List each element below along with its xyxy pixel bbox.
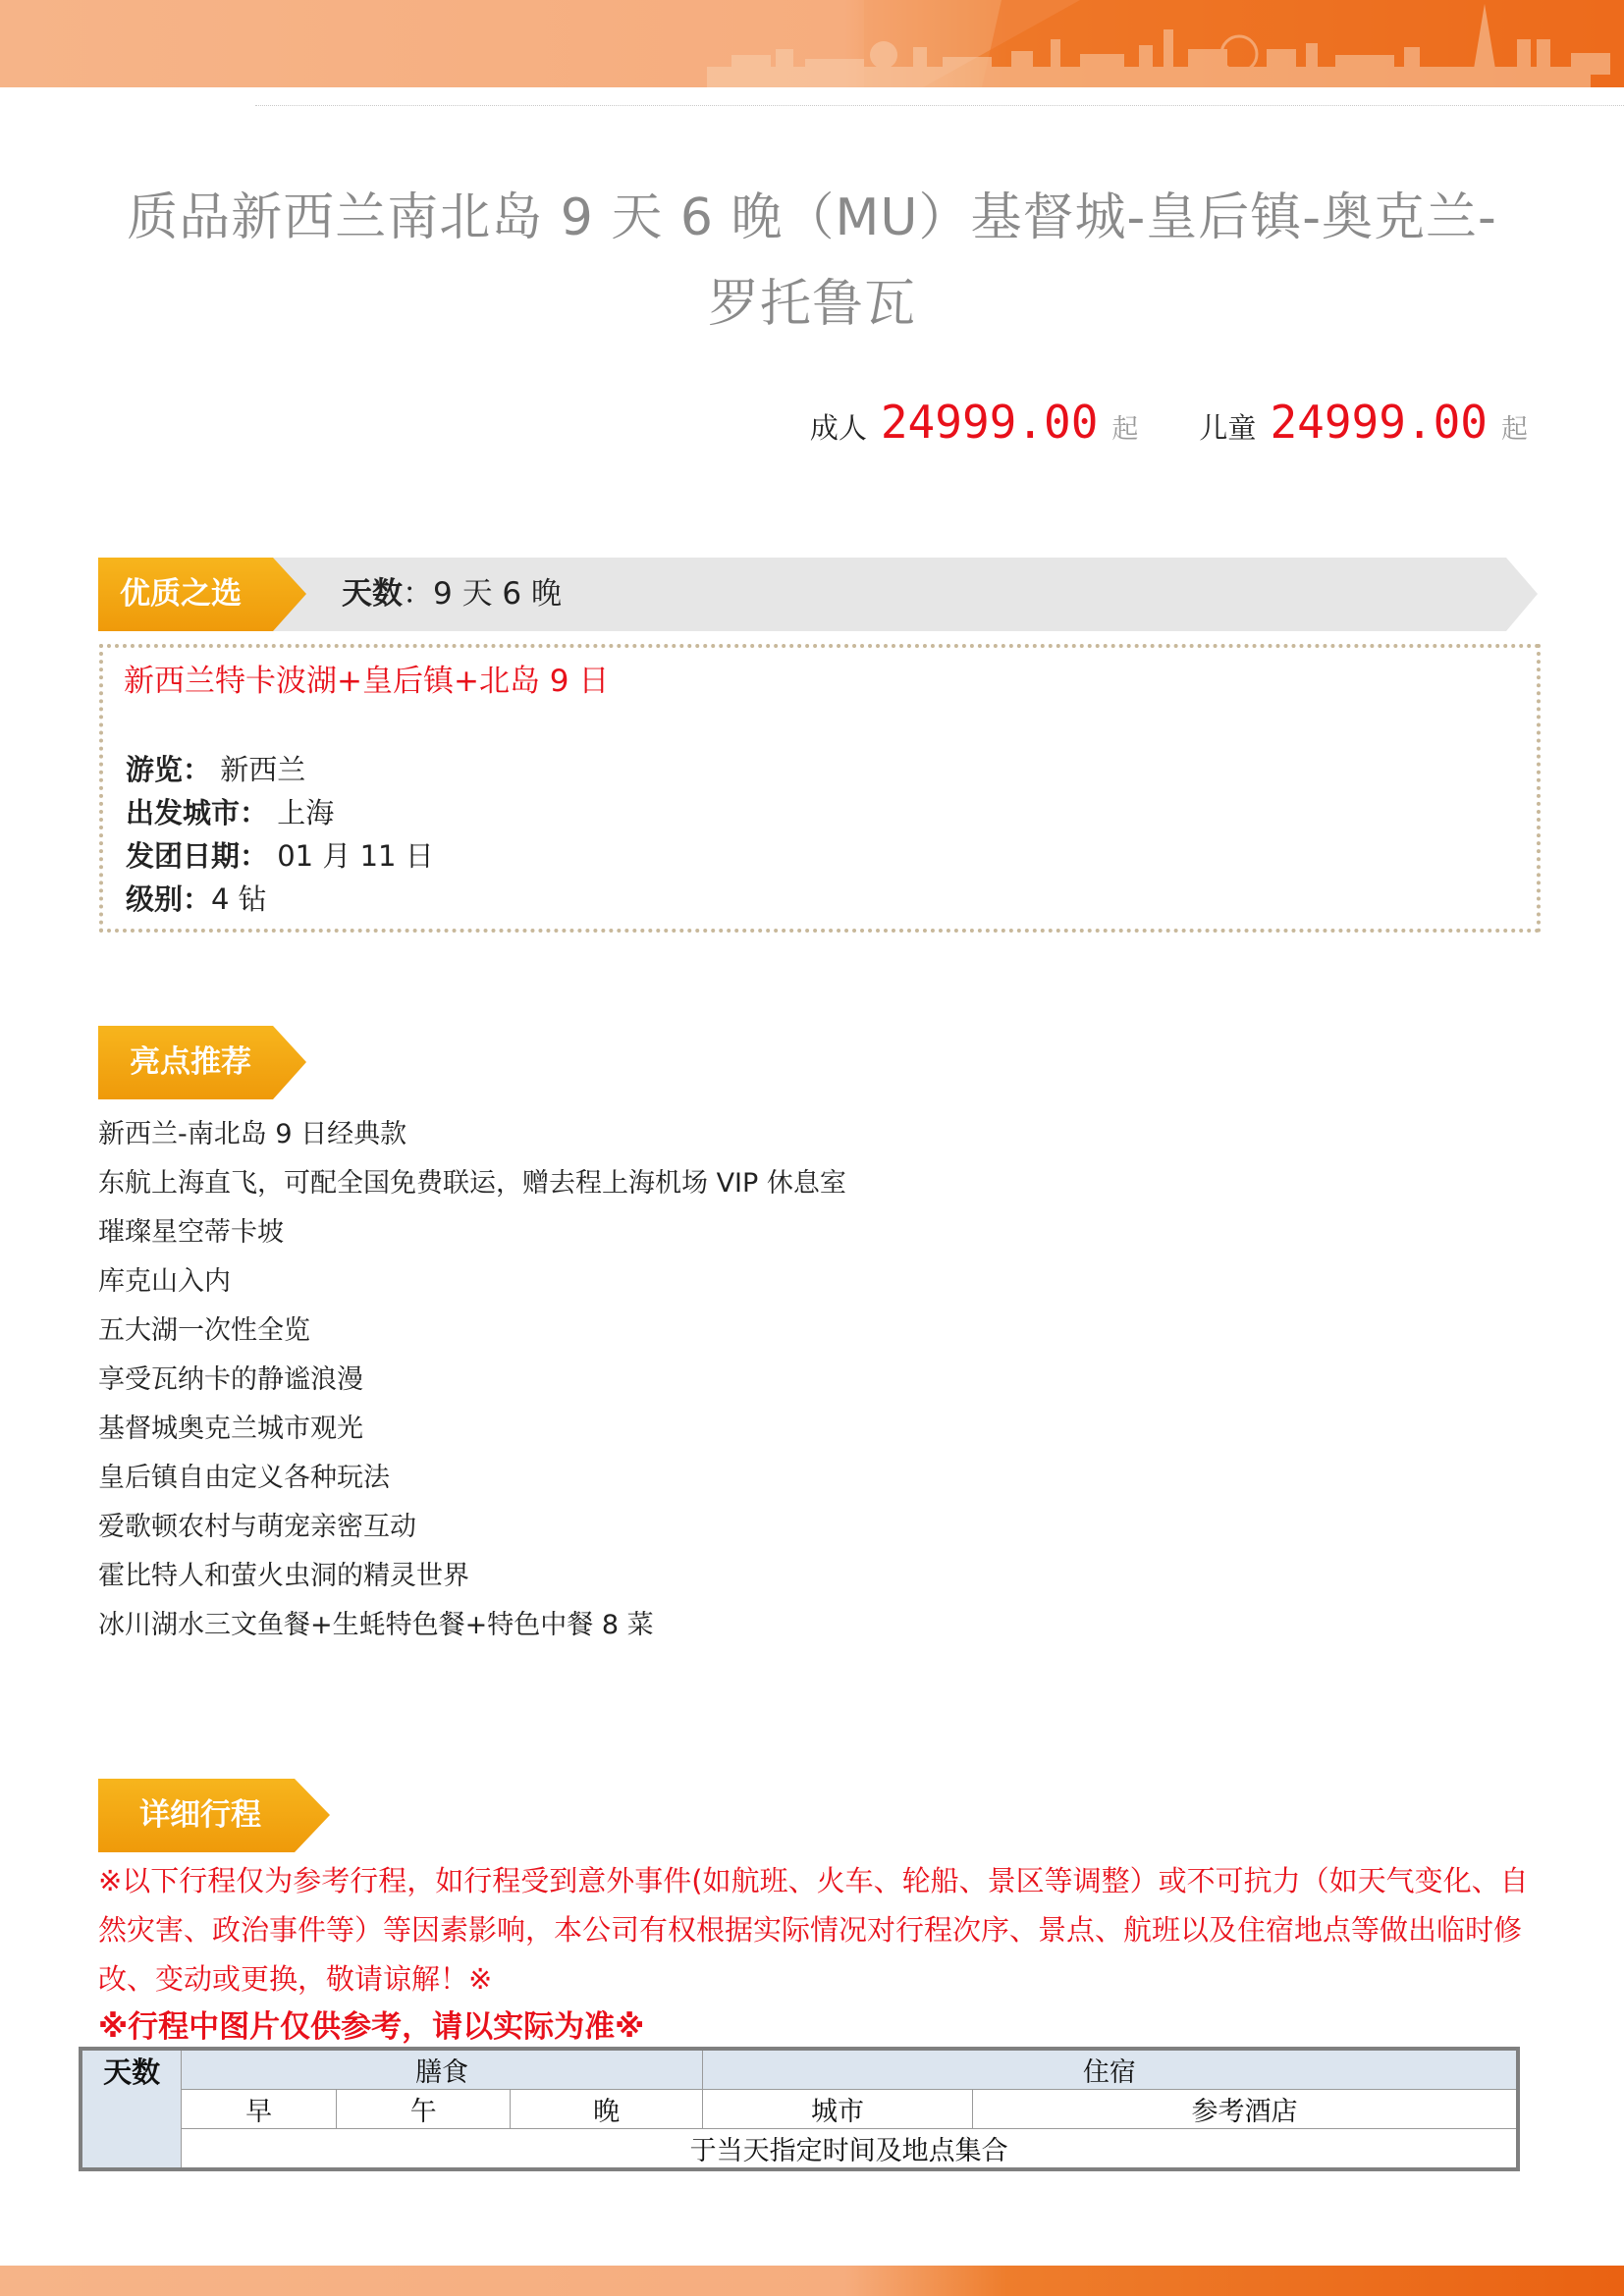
highlight-item: 皇后镇自由定义各种玩法 [98,1463,390,1493]
highlight-item: 璀璨星空蒂卡坡 [98,1217,284,1248]
sub-header-dinner: 晚 [511,2090,702,2129]
sub-header-hotel: 参考酒店 [973,2090,1518,2129]
days-label: 天数 [342,576,403,612]
footer-banner [0,2266,1624,2296]
col-header-days: 天数 [81,2049,182,2169]
table-row: 于当天指定时间及地点集合 [182,2129,1518,2170]
days-value: ：9 天 6 晚 [403,576,563,612]
info-city-label: 出发城市： [126,796,269,829]
days-bar [98,558,1538,631]
route-name: 新西兰特卡波湖+皇后镇+北岛 9 日 [124,664,610,699]
info-level-label: 级别： [126,882,212,916]
city-skyline-decoration [0,0,1624,87]
child-price-value: 24999.00 [1270,396,1488,449]
header-banner [0,0,1624,87]
highlights-tag-label: 亮点推荐 [130,1044,251,1080]
itinerary-tag [98,1779,334,1852]
highlight-item: 爱歌顿农村与萌宠亲密互动 [98,1512,416,1542]
sub-header-city: 城市 [702,2090,972,2129]
schedule-table-wrapper [79,2047,1520,2174]
price-row [810,396,1528,454]
info-date-value: 01 月 11 日 [277,839,434,873]
highlight-item: 霍比特人和萤火虫洞的精灵世界 [98,1561,469,1591]
sub-header-lunch: 午 [336,2090,511,2129]
days-info [342,558,562,631]
info-city-value: 上海 [277,796,335,829]
header-divider [255,105,1624,106]
info-tour-value: 新西兰 [220,753,306,786]
highlight-item: 五大湖一次性全览 [98,1315,310,1346]
col-header-stay: 住宿 [702,2049,1518,2090]
child-price-unit: 起 [1501,414,1528,445]
info-level-value: 4 钻 [211,882,267,916]
highlight-item: 新西兰-南北岛 9 日经典款 [98,1119,407,1149]
page-title: 质品新西兰南北岛 9 天 6 晚（MU）基督城-皇后镇-奥克兰-罗托鲁瓦 [127,188,1497,334]
schedule-table [79,2047,1520,2171]
child-price-label: 儿童 [1199,411,1257,445]
highlight-item: 基督城奥克兰城市观光 [98,1414,363,1444]
itinerary-notice: ※以下行程仅为参考行程，如行程受到意外事件(如航班、火车、轮船、景区等调整）或不可抗力（如天气变化、自然灾害、政治事件等）等因素影响，本公司有权根据实际情况对行程次序、景点、航班以及住宿地点等做出临时修改、变动或更换，敬请谅解！※ [98,1864,1529,1996]
col-header-meals: 膳食 [182,2049,703,2090]
itinerary-tag-label: 详细行程 [139,1797,261,1833]
quality-tag-label: 优质之选 [120,576,242,612]
highlight-item: 东航上海直飞，可配全国免费联运，赠去程上海机场 VIP 休息室 [98,1168,846,1199]
image-disclaimer: ※行程中图片仅供参考，请以实际为准※ [98,2009,645,2045]
adult-price-unit: 起 [1111,414,1139,445]
info-tour [126,748,305,791]
quality-tag [98,558,309,631]
highlight-item: 冰川湖水三文鱼餐+生蚝特色餐+特色中餐 8 菜 [98,1610,654,1640]
highlight-item: 享受瓦纳卡的静谧浪漫 [98,1364,363,1395]
info-departure-city [126,791,334,834]
sub-header-breakfast: 早 [182,2090,337,2129]
info-date-label: 发团日期： [126,839,269,873]
info-level [126,878,267,921]
highlight-item: 库克山入内 [98,1266,231,1297]
adult-price-label: 成人 [809,411,867,445]
highlights-tag [98,1026,309,1099]
adult-price-value: 24999.00 [880,396,1099,449]
info-departure-date [126,834,434,878]
info-tour-label: 游览： [126,753,212,786]
